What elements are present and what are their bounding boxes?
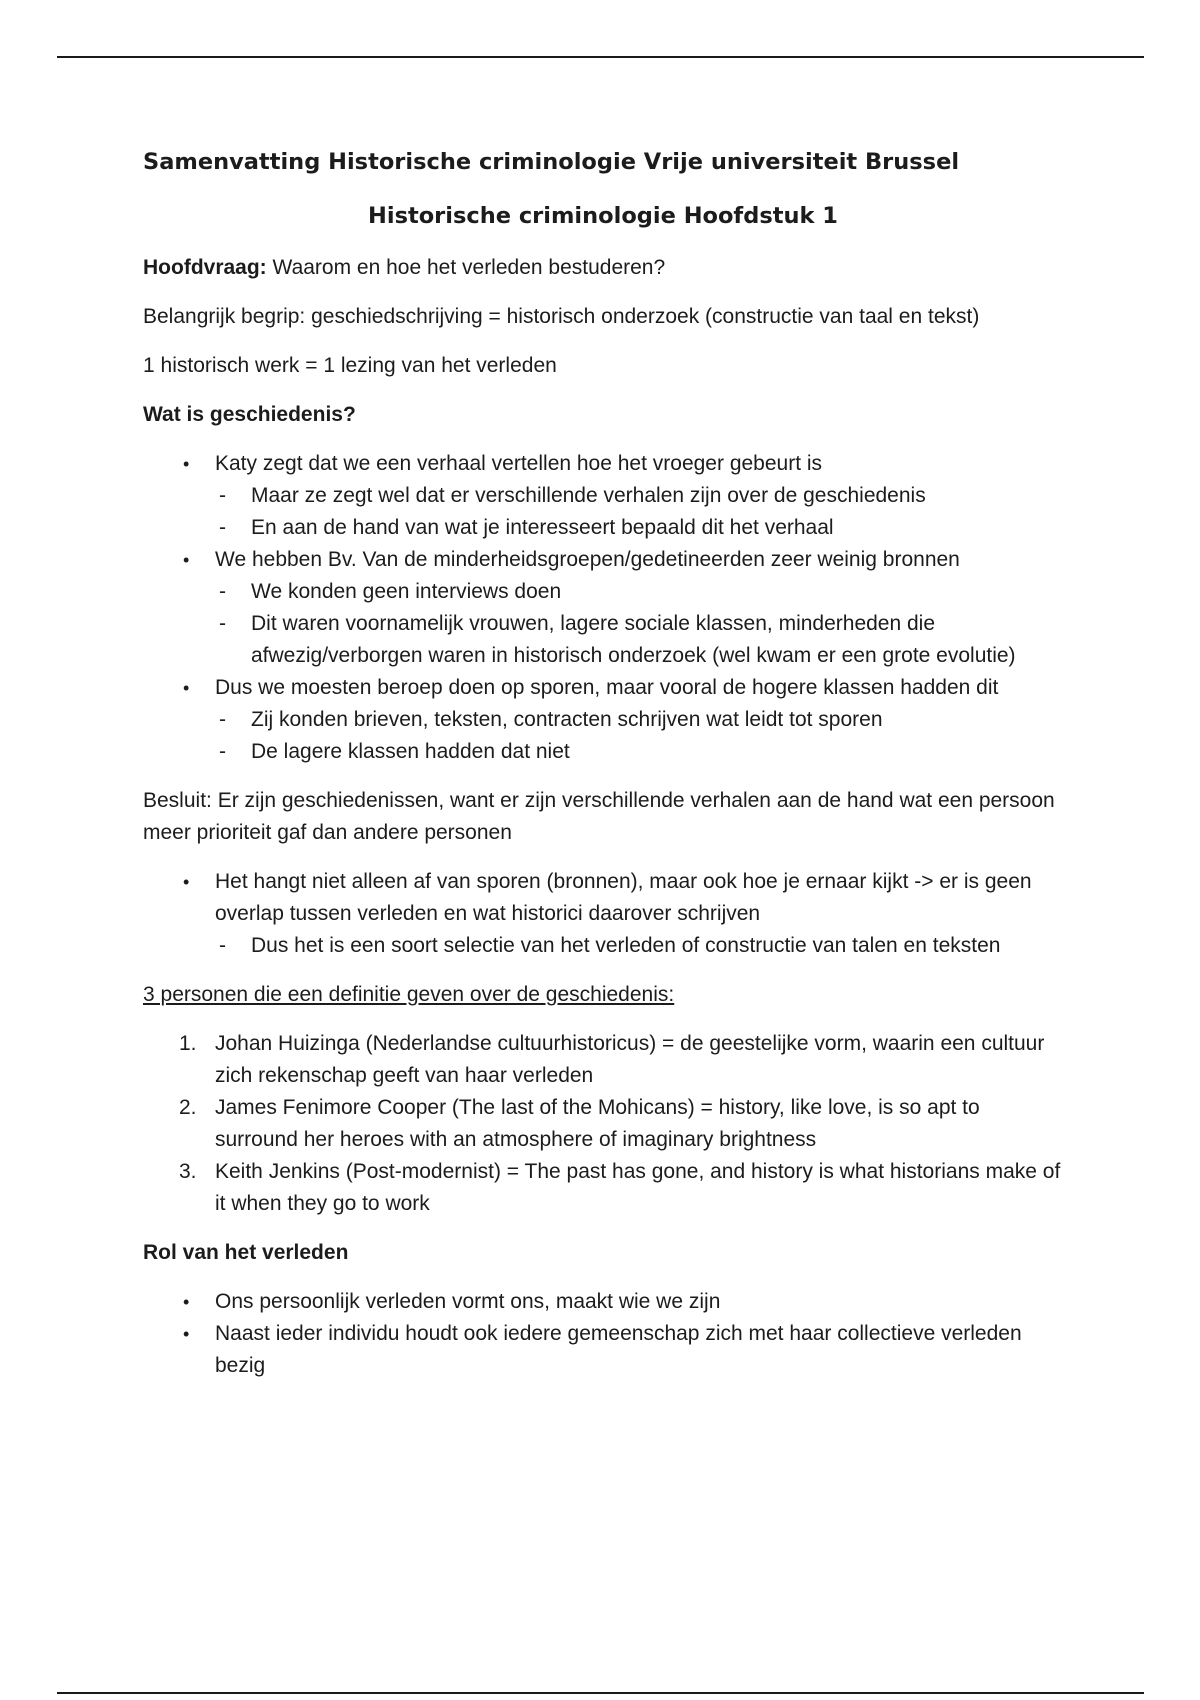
sub-item-text: Maar ze zegt wel dat er verschillende verhalen zijn over de geschiedenis	[251, 484, 926, 507]
sub-list	[215, 480, 1063, 544]
list-item	[143, 1156, 1063, 1220]
bullet-marker: •	[183, 872, 190, 892]
dash-marker: -	[219, 934, 226, 957]
conclusion-bullet-list	[143, 866, 1063, 962]
number-marker: 3.	[179, 1160, 197, 1183]
sub-list-item	[215, 576, 1063, 608]
sub-list-item	[215, 930, 1063, 962]
role-bullet-list	[143, 1286, 1063, 1382]
heading-what-is-history: Wat is geschiedenis?	[143, 403, 356, 426]
list-item	[143, 1318, 1063, 1382]
sub-item-text: Dit waren voornamelijk vrouwen, lagere sociale klassen, minderheden die afwezig/verborgen waren in historisch onderzoek (wel kwam er een grote evolutie)	[251, 612, 1016, 667]
list-item	[143, 448, 1063, 544]
number-marker: 1.	[179, 1032, 197, 1055]
number-marker: 2.	[179, 1096, 197, 1119]
sub-list-item	[215, 480, 1063, 512]
document-page	[143, 148, 1063, 1382]
main-question-label: Hoofdvraag:	[143, 256, 267, 279]
list-item	[143, 1028, 1063, 1092]
bullet-marker: •	[183, 550, 190, 570]
sub-list-item	[215, 736, 1063, 768]
sub-list	[215, 930, 1063, 962]
sub-list-item	[215, 608, 1063, 672]
bullet-text: Het hangt niet alleen af van sporen (bronnen), maar ook hoe je ernaar kijkt -> er is geen overlap tussen verleden en wat historici daarover schrijven	[215, 870, 1032, 925]
sub-item-text: We konden geen interviews doen	[251, 580, 562, 603]
dash-marker: -	[219, 484, 226, 507]
list-item	[143, 544, 1063, 672]
bullet-marker: •	[183, 678, 190, 698]
list-item	[143, 1286, 1063, 1318]
definition-text: Keith Jenkins (Post-modernist) = The past has gone, and history is what historians make of it when they go to work	[215, 1160, 1061, 1215]
main-question	[143, 252, 1063, 284]
bullet-text: We hebben Bv. Van de minderheidsgroepen/gedetineerden zeer weinig bronnen	[215, 548, 960, 571]
sub-list	[215, 704, 1063, 768]
sub-item-text: De lagere klassen hadden dat niet	[251, 740, 570, 763]
dash-marker: -	[219, 516, 226, 539]
bottom-rule	[57, 1692, 1144, 1694]
bullet-marker: •	[183, 1292, 190, 1312]
main-question-text: Waarom en hoe het verleden bestuderen?	[266, 256, 666, 279]
definitions-list	[143, 1028, 1063, 1220]
bullet-marker: •	[183, 454, 190, 474]
sub-item-text: Zij konden brieven, teksten, contracten schrijven wat leidt tot sporen	[251, 708, 883, 731]
bullet-text: Katy zegt dat we een verhaal vertellen hoe het vroeger gebeurt is	[215, 452, 823, 475]
chapter-title: Historische criminologie Hoofdstuk 1	[368, 203, 838, 229]
conclusion: Besluit: Er zijn geschiedenissen, want er zijn verschillende verhalen aan de hand wat een persoon meer prioriteit gaf dan andere personen	[143, 789, 1055, 844]
key-concept: Belangrijk begrip: geschiedschrijving = historisch onderzoek (constructie van taal en tekst)	[143, 305, 980, 328]
bullet-marker: •	[183, 1324, 190, 1344]
sub-list-item	[215, 512, 1063, 544]
list-item	[143, 1092, 1063, 1156]
sub-item-text: Dus het is een soort selectie van het verleden of constructie van talen en teksten	[251, 934, 1001, 957]
sub-list-item	[215, 704, 1063, 736]
dash-marker: -	[219, 740, 226, 763]
bullet-text: Ons persoonlijk verleden vormt ons, maakt wie we zijn	[215, 1290, 721, 1313]
top-rule	[57, 56, 1144, 58]
heading-role-of-past: Rol van het verleden	[143, 1241, 349, 1264]
sub-item-text: En aan de hand van wat je interesseert bepaald dit het verhaal	[251, 516, 834, 539]
historical-work-line: 1 historisch werk = 1 lezing van het verleden	[143, 354, 557, 377]
sub-list	[215, 576, 1063, 672]
definition-text: Johan Huizinga (Nederlandse cultuurhistoricus) = de geestelijke vorm, waarin een cultuur zich rekenschap geeft van haar verleden	[215, 1032, 1045, 1087]
history-bullet-list	[143, 448, 1063, 768]
list-item	[143, 866, 1063, 962]
bullet-text: Dus we moesten beroep doen op sporen, maar vooral de hogere klassen hadden dit	[215, 676, 999, 699]
document-title: Samenvatting Historische criminologie Vrije universiteit Brussel	[143, 149, 960, 175]
dash-marker: -	[219, 708, 226, 731]
definitions-heading: 3 personen die een definitie geven over de geschiedenis:	[143, 983, 675, 1006]
dash-marker: -	[219, 580, 226, 603]
bullet-text: Naast ieder individu houdt ook iedere gemeenschap zich met haar collectieve verleden bezig	[215, 1322, 1022, 1377]
definition-text: James Fenimore Cooper (The last of the Mohicans) = history, like love, is so apt to surround her heroes with an atmosphere of imaginary brightness	[215, 1096, 980, 1151]
dash-marker: -	[219, 612, 226, 635]
list-item	[143, 672, 1063, 768]
